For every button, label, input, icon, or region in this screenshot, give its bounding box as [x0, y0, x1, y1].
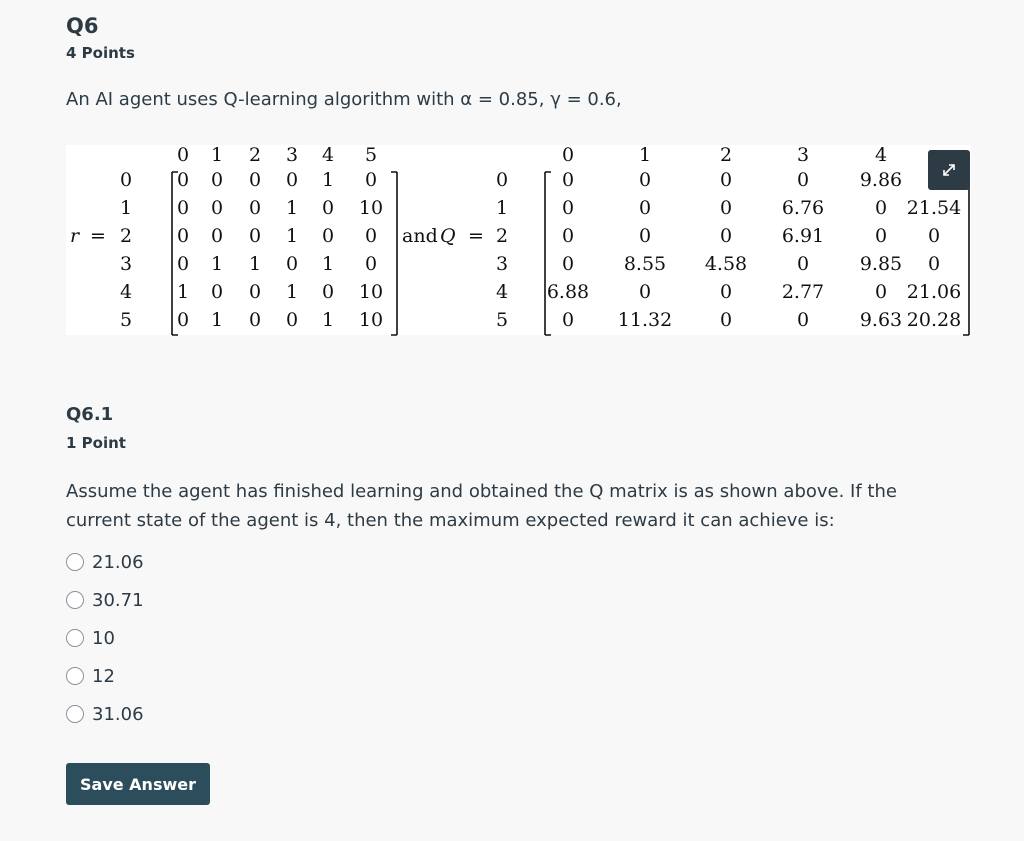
option-label: 12 [92, 665, 115, 687]
q-col-header: 1 [638, 144, 652, 166]
r-col-header: 5 [364, 144, 378, 166]
radio-button[interactable] [66, 705, 84, 723]
radio-button[interactable] [66, 667, 84, 685]
q-cell: 6.88 [546, 281, 590, 303]
r-cell: 10 [358, 309, 384, 331]
q-cell: 20.28 [906, 309, 962, 331]
q-cell: 0 [561, 169, 575, 191]
matrix-figure [66, 145, 971, 335]
r-cell: 0 [176, 309, 190, 331]
save-answer-button[interactable]: Save Answer [66, 763, 210, 805]
q-cell: 21.06 [906, 281, 962, 303]
q-cell: 0 [796, 309, 810, 331]
q-cell: 0 [561, 309, 575, 331]
r-row-header: 4 [119, 281, 133, 303]
r-row-header: 5 [119, 309, 133, 331]
r-cell: 0 [248, 169, 262, 191]
r-row-header: 2 [119, 225, 133, 247]
r-cell: 1 [210, 309, 224, 331]
q-cell: 0 [927, 253, 941, 275]
r-cell: 0 [176, 197, 190, 219]
option-label: 31.06 [92, 703, 144, 725]
r-cell: 1 [321, 309, 335, 331]
q-row-header: 2 [495, 225, 509, 247]
q-row-header: 5 [495, 309, 509, 331]
r-cell: 0 [176, 225, 190, 247]
q-cell: 11.32 [617, 309, 673, 331]
q-label: Q [440, 225, 456, 247]
question-stem: An AI agent uses Q-learning algorithm with α = 0.85, γ = 0.6, [66, 89, 622, 110]
q-left-bracket-ends [545, 172, 551, 335]
radio-button[interactable] [66, 553, 84, 571]
answer-options [66, 543, 144, 733]
radio-button[interactable] [66, 629, 84, 647]
q-row-header: 0 [495, 169, 509, 191]
question-points: 4 Points [66, 44, 135, 62]
r-cell: 0 [285, 169, 299, 191]
r-cell: 1 [248, 253, 262, 275]
radio-button[interactable] [66, 591, 84, 609]
q-cell: 0 [874, 197, 888, 219]
r-cell: 0 [364, 169, 378, 191]
q-col-header: 2 [719, 144, 733, 166]
r-cell: 1 [285, 225, 299, 247]
expand-image-button[interactable] [928, 150, 970, 190]
r-cell: 0 [176, 253, 190, 275]
q-cell: 9.63 [859, 309, 903, 331]
q-cell: 0 [719, 281, 733, 303]
option-10[interactable] [66, 619, 144, 657]
q-cell: 0 [719, 169, 733, 191]
q-cell: 8.55 [623, 253, 667, 275]
q-row-header: 3 [495, 253, 509, 275]
q-col-header: 0 [561, 144, 575, 166]
q-cell: 0 [561, 253, 575, 275]
r-cell: 0 [321, 281, 335, 303]
r-col-header: 4 [321, 144, 335, 166]
q-cell: 0 [638, 281, 652, 303]
r-cell: 1 [285, 197, 299, 219]
r-cell: 1 [285, 281, 299, 303]
q-cell: 0 [796, 253, 810, 275]
r-cell: 0 [321, 197, 335, 219]
q-cell: 0 [561, 225, 575, 247]
r-row-header: 3 [119, 253, 133, 275]
r-right-bracket-ends [391, 172, 397, 335]
r-row-header: 0 [119, 169, 133, 191]
r-cell: 1 [210, 253, 224, 275]
expand-arrows-icon [941, 162, 957, 178]
q-cell: 0 [874, 225, 888, 247]
r-cell: 0 [285, 253, 299, 275]
q-cell: 9.85 [859, 253, 903, 275]
r-cell: 0 [210, 197, 224, 219]
q-cell: 0 [927, 225, 941, 247]
q-cell: 0 [719, 197, 733, 219]
r-equals-sign: = [90, 225, 106, 247]
q-right-bracket-ends [963, 172, 969, 335]
subquestion-title: Q6.1 [66, 404, 114, 425]
q-cell: 0 [561, 197, 575, 219]
r-cell: 10 [358, 281, 384, 303]
q-cell: 0 [796, 169, 810, 191]
r-cell: 1 [321, 169, 335, 191]
q-row-header: 1 [495, 197, 509, 219]
q-cell: 0 [638, 225, 652, 247]
r-col-header: 3 [285, 144, 299, 166]
r-cell: 0 [248, 225, 262, 247]
q-cell: 6.91 [781, 225, 825, 247]
r-cell: 0 [248, 281, 262, 303]
r-col-header: 2 [248, 144, 262, 166]
option-31-06[interactable] [66, 695, 144, 733]
r-cell: 1 [321, 253, 335, 275]
q-col-header: 3 [796, 144, 810, 166]
question-title: Q6 [66, 14, 99, 38]
q-cell: 0 [719, 309, 733, 331]
r-col-header: 1 [210, 144, 224, 166]
q-cell: 0 [638, 169, 652, 191]
r-cell: 0 [364, 253, 378, 275]
q-cell: 4.58 [704, 253, 748, 275]
and-text: and [402, 225, 438, 247]
option-label: 30.71 [92, 589, 144, 611]
r-cell: 10 [358, 197, 384, 219]
q-cell: 9.86 [859, 169, 903, 191]
q-col-header: 4 [874, 144, 888, 166]
r-cell: 0 [285, 309, 299, 331]
option-label: 10 [92, 627, 115, 649]
option-30-71[interactable] [66, 581, 144, 619]
r-label: r [70, 225, 80, 247]
q-cell: 0 [874, 281, 888, 303]
r-cell: 0 [210, 225, 224, 247]
option-label: 21.06 [92, 551, 144, 573]
q-cell: 21.54 [906, 197, 962, 219]
r-cell: 0 [176, 169, 190, 191]
matrix-svg [66, 145, 971, 335]
r-cell: 0 [248, 309, 262, 331]
r-cell: 0 [364, 225, 378, 247]
subquestion-stem: Assume the agent has finished learning and obtained the Q matrix is as shown above. If the current state of the agent is 4, then the maximum expected reward it can achieve is: [66, 481, 897, 531]
subquestion-points: 1 Point [66, 434, 126, 452]
q-cell: 0 [638, 197, 652, 219]
r-cell: 0 [210, 169, 224, 191]
r-cell: 0 [210, 281, 224, 303]
q-cell: 6.76 [781, 197, 825, 219]
q-cell: 0 [719, 225, 733, 247]
r-cell: 0 [248, 197, 262, 219]
q-cell: 2.77 [781, 281, 825, 303]
q-equals-sign: = [468, 225, 484, 247]
option-12[interactable] [66, 657, 144, 695]
r-row-header: 1 [119, 197, 133, 219]
q-row-header: 4 [495, 281, 509, 303]
r-cell: 0 [321, 225, 335, 247]
r-cell: 1 [176, 281, 190, 303]
r-col-header: 0 [176, 144, 190, 166]
option-21-06[interactable] [66, 543, 144, 581]
